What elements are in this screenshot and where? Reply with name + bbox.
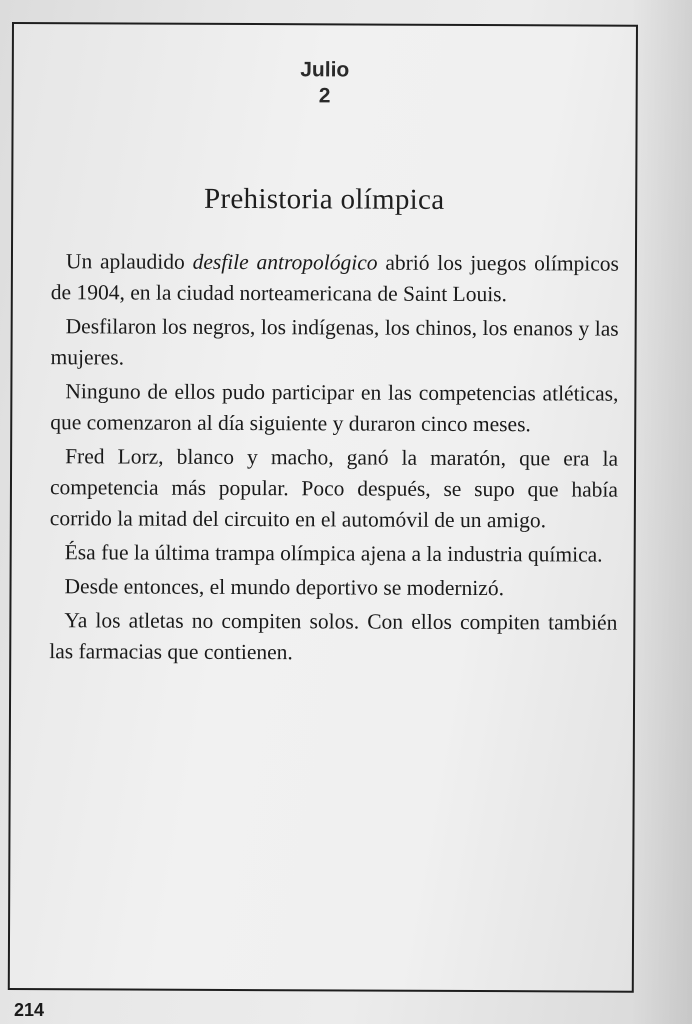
- paragraph-4: Fred Lorz, blanco y macho, ganó la maratón, que era la competencia más popular. Poco después, se supo que había corrido la mitad del circuito en el automóvil de un amigo.: [49, 444, 619, 533]
- paragraph-5: Ésa fue la última trampa olímpica ajena a la industria química.: [64, 540, 603, 567]
- paragraph-2: Desfilaron los negros, los indígenas, los chinos, los enanos y las mujeres.: [50, 314, 619, 370]
- body-text: [49, 246, 619, 672]
- paragraph-7: Ya los atletas no compiten solos. Con ellos compiten también las farmacias que contienen.: [49, 608, 618, 665]
- paragraph-6: Desde entonces, el mundo deportivo se modernizó.: [64, 574, 505, 601]
- month-heading: Julio: [300, 58, 350, 82]
- paragraph-1-lead: Un aplaudido: [65, 249, 193, 274]
- paragraph-1-emphasis: desfile antropológico: [192, 249, 378, 275]
- paragraph-1: [51, 246, 619, 310]
- page-edge-shadow: [632, 0, 692, 1024]
- paragraph-1-rest: abrió los juegos olímpicos de 1904, en la ciudad norteamericana de Saint Louis.: [50, 250, 620, 307]
- page-frame: [8, 22, 638, 993]
- paragraph-3: Ninguno de ellos pudo participar en las competencias atléticas, que comenzaron al día siguiente y duraron cinco meses.: [50, 379, 619, 437]
- page-number: 214: [14, 1000, 45, 1020]
- page-title: Prehistoria olímpica: [203, 182, 445, 216]
- day-heading: 2: [318, 84, 331, 108]
